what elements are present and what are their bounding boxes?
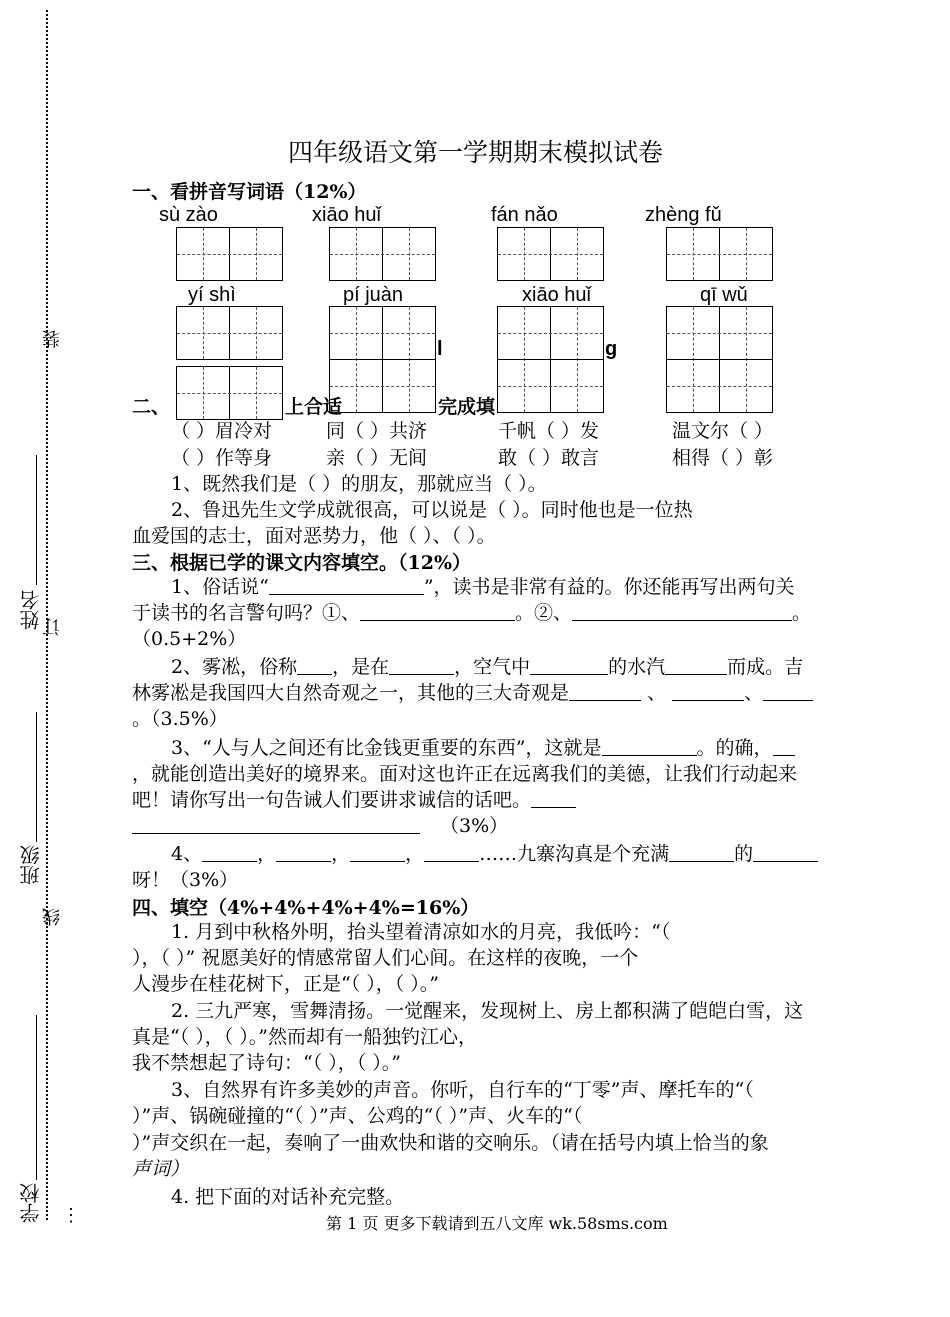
answer-blank[interactable] xyxy=(763,680,813,701)
answer-blank[interactable] xyxy=(572,600,792,621)
section3-q2-line2: 林雾凇是我国四大自然奇观之一，其他的三大奇观是 、 、 xyxy=(132,680,813,706)
answer-blank[interactable] xyxy=(669,841,734,862)
writing-grid[interactable] xyxy=(666,227,773,281)
binding-label-xian: 线 xyxy=(42,908,63,926)
answer-blank[interactable] xyxy=(665,654,727,675)
pinyin-8: qī wǔ xyxy=(700,284,748,306)
section3-q3-line1: 3、“人与人之间还有比金钱更重要的东西”，这就是 。的确， xyxy=(171,735,795,761)
section4-p2-line3: 我不禁想起了诗句：“（ ），（ ）。” xyxy=(132,1052,402,1074)
section2-q1: 1、既然我们是（ ）的朋友，那就应当（ ）。 xyxy=(171,473,547,495)
idiom: 敢（ ）敢言 xyxy=(498,447,600,469)
section4-heading: 四、填空（4%+4%+4%+4%=16%） xyxy=(132,897,480,919)
pinyin-5: yí shì xyxy=(188,284,236,306)
binding-label-zhuang: 装 xyxy=(42,330,63,348)
answer-blank[interactable] xyxy=(202,841,257,862)
answer-blank[interactable] xyxy=(530,654,608,675)
school-label: 学校 xyxy=(19,1183,43,1223)
writing-grid[interactable] xyxy=(329,227,436,281)
idiom: 相得（ ）彰 xyxy=(672,447,774,469)
idiom: （ ）作等身 xyxy=(171,447,273,469)
class-label: 班级 xyxy=(19,845,43,885)
answer-blank[interactable] xyxy=(569,680,641,701)
answer-blank[interactable] xyxy=(360,600,515,621)
answer-blank[interactable] xyxy=(350,841,405,862)
section4-p2-line1: 2. 三九严寒，雪舞清扬。一觉醒来，发现树上、房上都积满了皑皑白雪，这 xyxy=(171,1000,804,1022)
section3-q4-line2: 呀！（3%） xyxy=(132,869,239,891)
section4-p4: 4. 把下面的对话补充完整。 xyxy=(171,1186,405,1208)
writing-grid[interactable] xyxy=(497,306,604,413)
school-field-line[interactable] xyxy=(36,1015,37,1180)
idiom: 同（ ）共济 xyxy=(326,420,428,442)
answer-blank[interactable] xyxy=(531,787,576,808)
page-footer: 第 1 页 更多下载请到五八文库 wk.58sms.com xyxy=(326,1214,668,1233)
writing-grid[interactable] xyxy=(497,227,604,281)
writing-grid[interactable] xyxy=(176,366,283,420)
page-title: 四年级语文第一学期期末模拟试卷 xyxy=(288,138,664,167)
section3-q3-line2: ，就能创造出美好的境界来。面对这也许正在远离我们的美德，让我们行动起来 xyxy=(132,763,798,785)
section3-q3-line3: 吧！请你写出一句告诫人们要讲求诚信的话吧。 xyxy=(132,787,576,813)
writing-grid[interactable] xyxy=(176,227,283,281)
section2-heading-c: 完成填 xyxy=(438,396,496,418)
section4-p3-line1: 3、自然界有许多美妙的声音。你听，自行车的“丁零”声、摩托车的“（ xyxy=(171,1079,754,1101)
section3-q1-line2: 于读书的名言警句吗？①、 。②、 。 xyxy=(132,602,812,624)
answer-blank[interactable] xyxy=(132,813,420,834)
pinyin-7: xiāo huǐ xyxy=(522,284,591,306)
section4-p1-line2: ），（ ）” 祝愿美好的情感常留人们心间。在这样的夜晚，一个 xyxy=(132,947,639,969)
section2-q2-line1: 2、鲁迅先生文学成就很高，可以说是（ ）。同时他也是一位热 xyxy=(171,499,693,521)
section4-p3-line2: ）”声、锅碗碰撞的“（ ）”声、公鸡的“（ ）”声、火车的“（ xyxy=(132,1105,583,1127)
writing-grid[interactable] xyxy=(666,306,773,413)
section4-p3-line3: ）”声交织在一起，奏响了一曲欢快和谐的交响乐。（请在括号内填上恰当的象 xyxy=(132,1132,769,1154)
answer-blank[interactable] xyxy=(276,841,331,862)
section3-heading: 三、根据已学的课文内容填空。（12%） xyxy=(132,552,471,574)
section4-p1-line1: 1. 月到中秋格外明，抬头望着清凉如水的月亮，我低吟：“（ xyxy=(171,921,671,943)
pinyin-1: sù zào xyxy=(159,204,218,226)
idiom: 温文尔（ ） xyxy=(672,420,774,442)
name-field-line[interactable] xyxy=(36,455,37,585)
writing-grid[interactable] xyxy=(329,306,436,413)
binding-dots-bottom: ⋮ xyxy=(62,1205,80,1226)
section4-p2-line2: 真是“（ ），（ ）。”然而却有一船独钓江心， xyxy=(132,1026,478,1048)
idiom: （ ）眉冷对 xyxy=(171,420,273,442)
section2-heading-a: 二、 xyxy=(132,396,171,418)
pinyin-2: xiāo huǐ xyxy=(312,204,381,226)
section4-p1-line3: 人漫步在桂花树下，正是“（ ），（ ）。” xyxy=(132,973,440,995)
section3-q1-score: （0.5+2%） xyxy=(132,628,247,650)
pinyin-4: zhèng fǔ xyxy=(645,204,722,226)
binding-label-ding: 订 xyxy=(42,618,63,636)
section2-heading-b: 上合适 xyxy=(285,396,343,418)
section4-p3-line4: 声词） xyxy=(132,1158,190,1180)
answer-blank[interactable] xyxy=(269,574,424,595)
answer-blank[interactable] xyxy=(773,735,795,756)
answer-blank[interactable] xyxy=(753,841,818,862)
answer-blank[interactable] xyxy=(424,841,479,862)
name-label: 姓名 xyxy=(19,590,43,630)
section3-q2-line1: 2、雾凇，俗称 ，是在 ，空气中 的水汽 而成。吉 xyxy=(171,656,804,678)
answer-blank[interactable] xyxy=(297,654,332,675)
class-field-line[interactable] xyxy=(36,712,37,842)
section1-heading: 一、看拼音写词语（12%） xyxy=(132,181,367,203)
answer-blank[interactable] xyxy=(672,680,744,701)
section3-q2-score: 。（3.5%） xyxy=(132,708,228,730)
idiom: 亲（ ）无间 xyxy=(326,447,428,469)
idiom: 千帆（ ）发 xyxy=(498,420,600,442)
section3-q4-line1: 4、 ， ， ， ……九寨沟真是个充满 的 xyxy=(171,841,818,867)
section2-q2-line2: 血爱国的志士，面对恶势力，他（ ）、（ ）。 xyxy=(132,525,496,547)
answer-blank[interactable] xyxy=(389,654,454,675)
pinyin-6: pí juàn xyxy=(343,284,404,306)
section3-q1-line1: 1、俗话说“ ”，读书是非常有益的。你还能再写出两句关 xyxy=(171,576,795,598)
answer-blank[interactable] xyxy=(602,735,697,756)
section3-q3-line4: （3%） xyxy=(132,813,508,839)
stray-letter-l: l xyxy=(437,338,443,360)
binding-dotted-line xyxy=(46,10,48,1220)
writing-grid[interactable] xyxy=(176,306,283,360)
stray-letter-g: g xyxy=(605,338,618,360)
pinyin-3: fán nǎo xyxy=(491,204,558,226)
